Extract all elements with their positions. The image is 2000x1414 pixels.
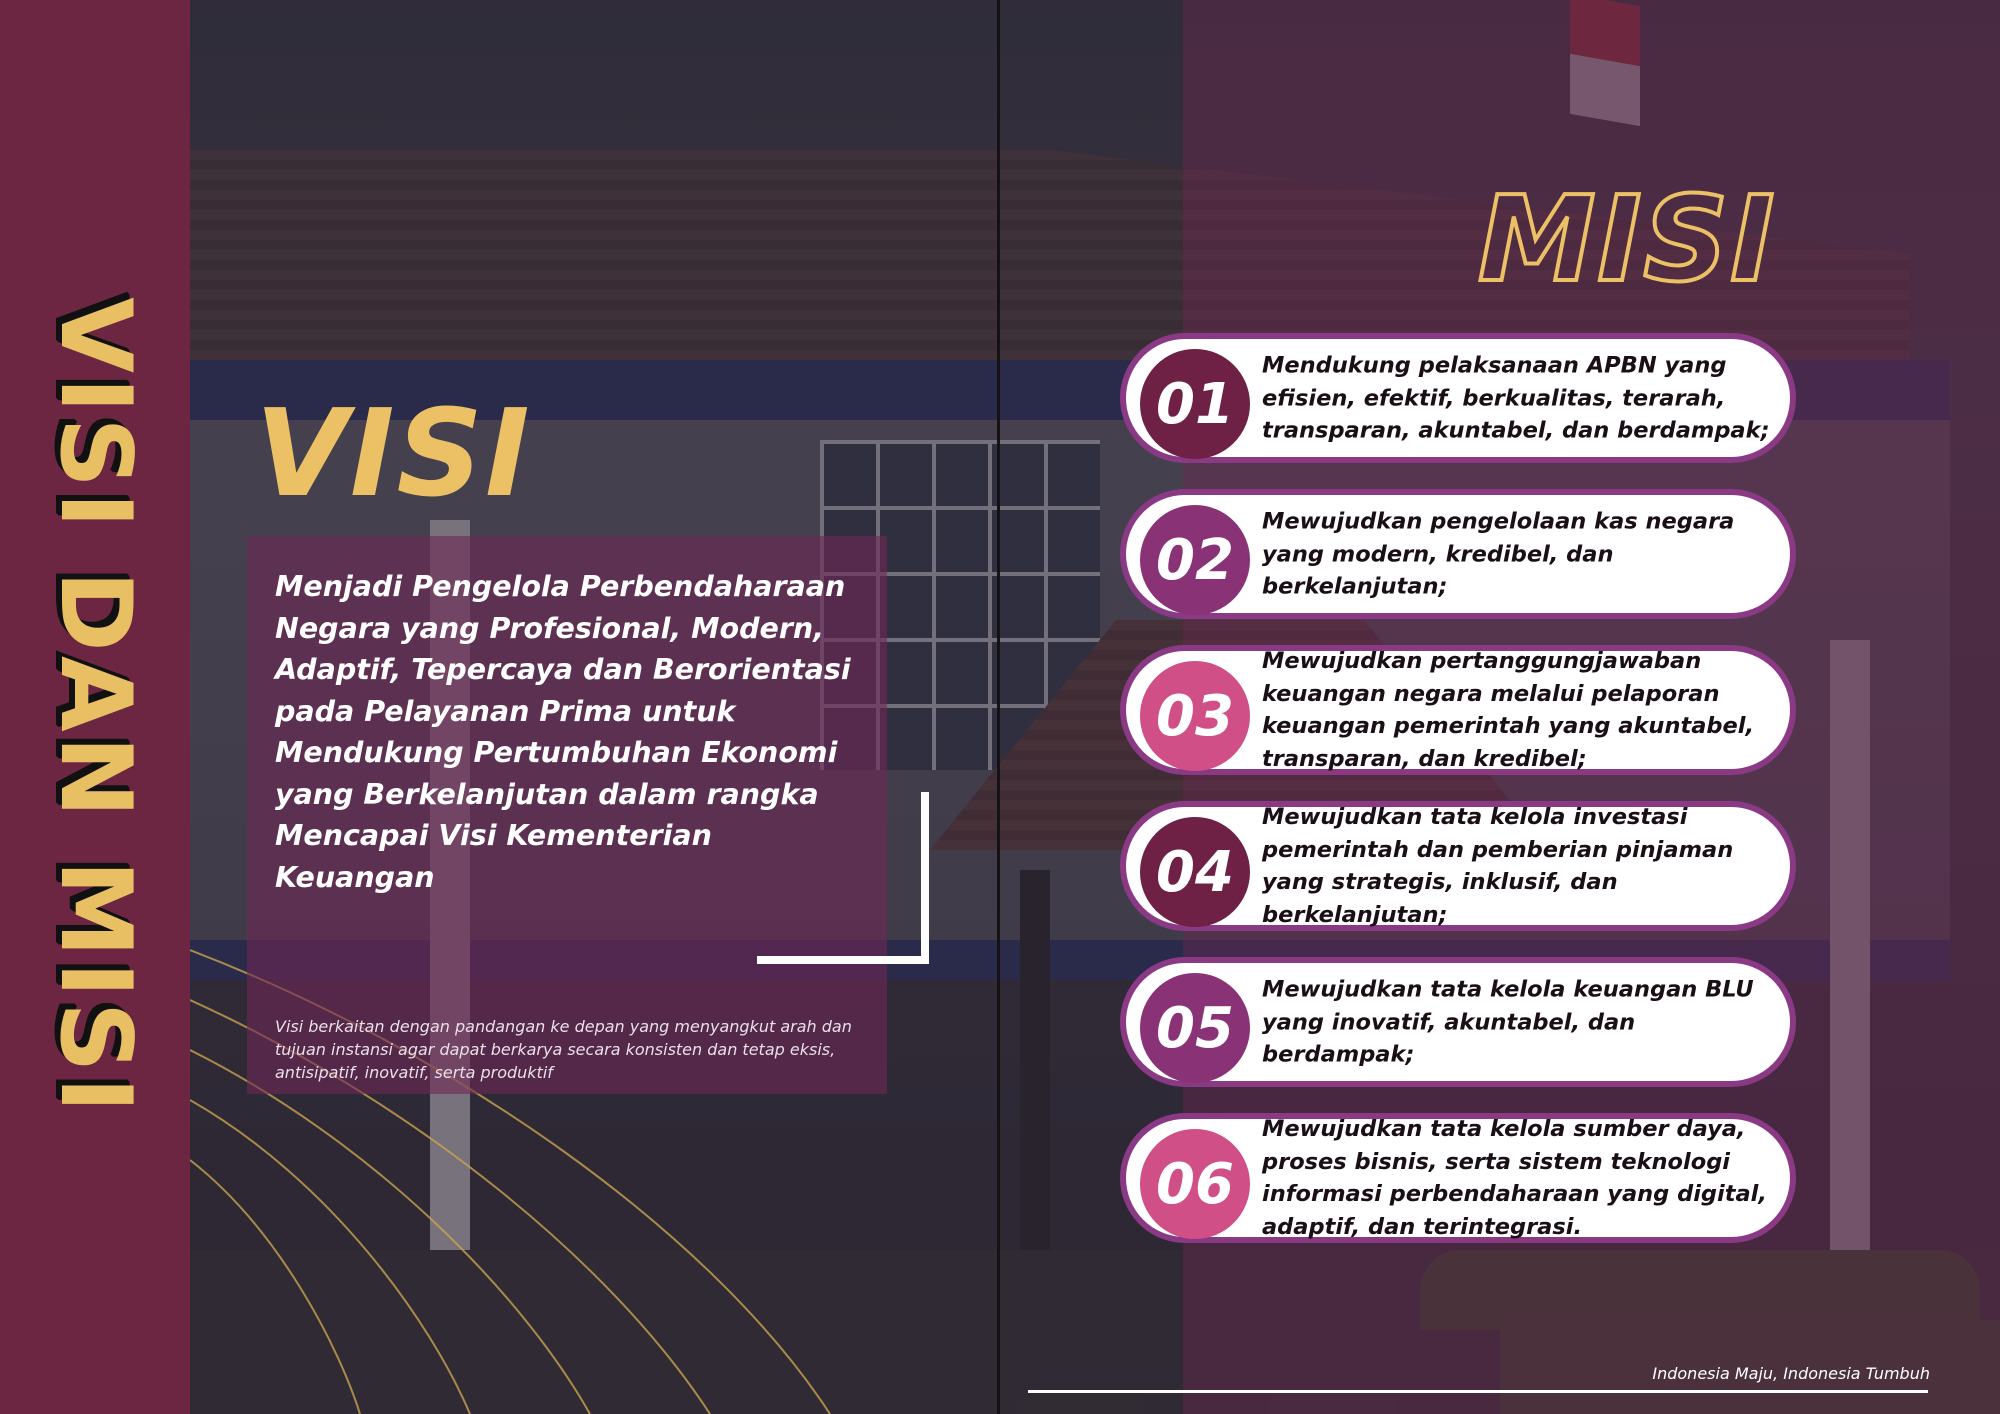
misi-item-text: Mendukung pelaksanaan APBN yang efisien, efektif, berkualitas, terarah, transparan, akuntabel, dan berdampak; [1262, 352, 1770, 444]
visi-statement: Menjadi Pengelola Perbendaharaan Negara yang Profesional, Modern, Adaptif, Tepercaya dan Berorientasi pada Pelayanan Prima untuk Mendukung Pertumbuhan Ekonomi yang Berkelanjutan dalam rangka Mencapai Visi Kementerian Keuangan [275, 570, 851, 894]
misi-item [1120, 1113, 1796, 1243]
misi-number-badge: 06 [1140, 1129, 1250, 1239]
misi-heading: MISI [1478, 170, 1777, 308]
footer-tagline: Indonesia Maju, Indonesia Tumbuh [1652, 1364, 1930, 1383]
corner-bracket-horizontal [757, 956, 929, 964]
misi-number-badge: 03 [1140, 661, 1250, 771]
misi-number-badge: 02 [1140, 505, 1250, 615]
misi-item [1120, 489, 1796, 619]
visi-note: Visi berkaitan dengan pandangan ke depan yang menyangkut arah dan tujuan instansi agar dapat berkarya secara konsisten dan tetap eksis, antisipatif, inovatif, serta produktif [275, 1017, 852, 1082]
misi-item [1120, 957, 1796, 1087]
misi-item [1120, 801, 1796, 931]
misi-item-text: Mewujudkan pengelolaan kas negara yang modern, kredibel, dan berkelanjutan; [1262, 508, 1735, 600]
misi-item-text: Mewujudkan tata kelola investasi pemerintah dan pemberian pinjaman yang strategis, inklusif, dan berkelanjutan; [1262, 804, 1734, 928]
misi-item-text: Mewujudkan pertanggungjawaban keuangan negara melalui pelaporan keuangan pemerintah yang akuntabel, transparan, dan kredibel; [1262, 648, 1755, 772]
center-divider [997, 0, 1000, 1414]
sidebar-title: VISI DAN MISI [38, 297, 152, 1117]
sidebar [0, 0, 190, 1414]
misi-item-text: Mewujudkan tata kelola sumber daya, proses bisnis, serta sistem teknologi informasi perbendaharaan yang digital, adaptif, dan terintegrasi. [1262, 1116, 1767, 1240]
footer-divider [1028, 1390, 1928, 1393]
misi-number-badge: 05 [1140, 973, 1250, 1083]
corner-bracket-vertical [921, 792, 929, 964]
misi-item-text: Mewujudkan tata kelola keuangan BLU yang inovatif, akuntabel, dan berdampak; [1262, 976, 1754, 1068]
misi-number-badge: 01 [1140, 349, 1250, 459]
misi-number-badge: 04 [1140, 817, 1250, 927]
misi-item [1120, 645, 1796, 775]
misi-item [1120, 333, 1796, 463]
visi-heading: VISI [255, 385, 532, 524]
